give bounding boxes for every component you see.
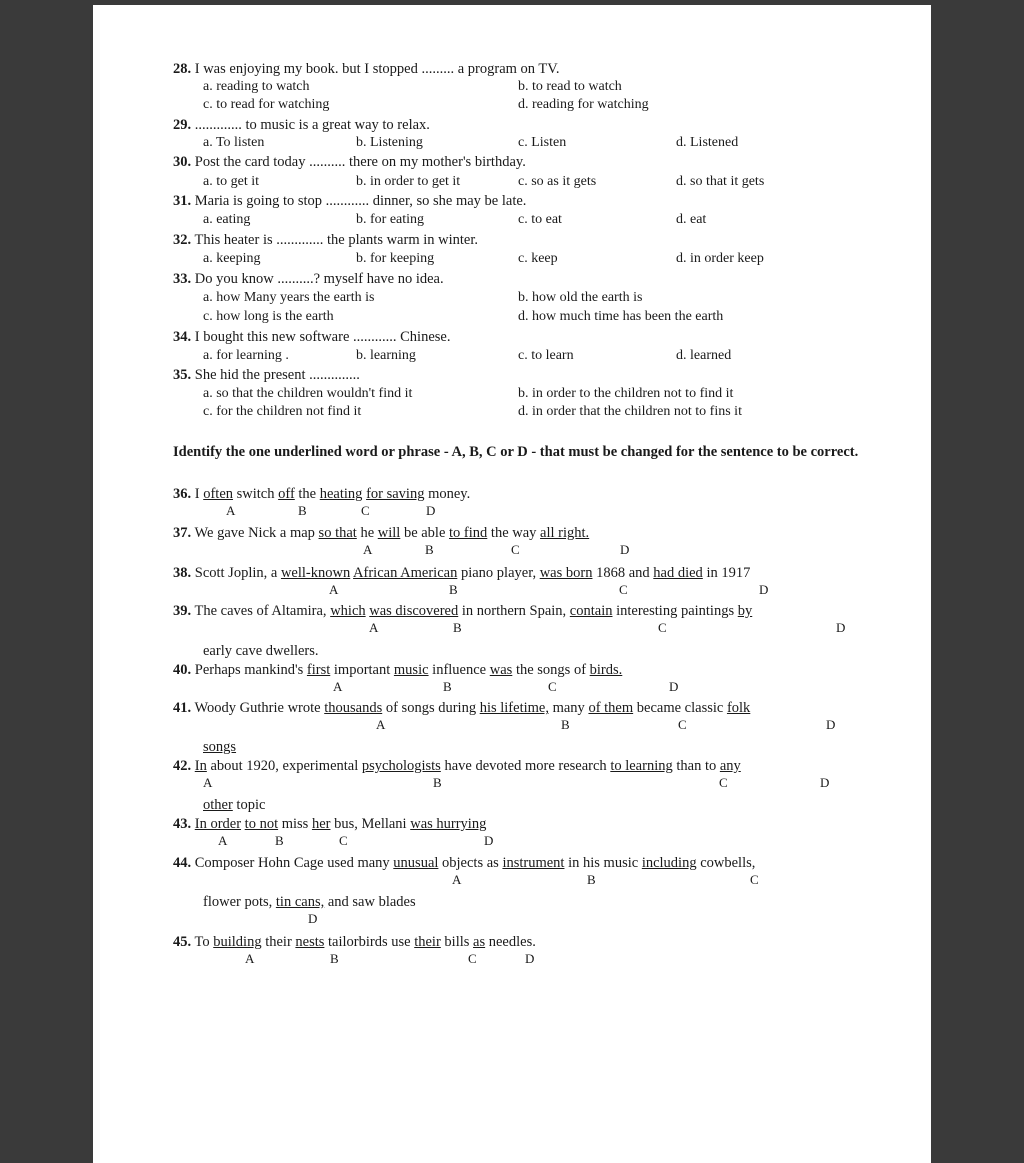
underlined-a[interactable]: In order	[194, 816, 242, 832]
underlined-b[interactable]: psychologists	[361, 758, 441, 774]
underlined-d[interactable]: any	[719, 758, 741, 774]
option[interactable]: b. Listening	[356, 135, 423, 150]
underlined-d[interactable]: tin cans,	[275, 894, 325, 910]
underlined-b[interactable]: music	[393, 662, 429, 678]
option[interactable]: d. learned	[676, 348, 732, 363]
option[interactable]: a. keeping	[203, 251, 261, 266]
option[interactable]: c. to read for watching	[203, 97, 330, 112]
underlined-d[interactable]: all right.	[540, 525, 590, 541]
underlined-c[interactable]: contain	[569, 603, 613, 619]
option[interactable]: b. in order to get it	[356, 174, 461, 189]
label-c: C	[678, 717, 687, 732]
underlined-b[interactable]: will	[377, 525, 401, 541]
label-b: B	[587, 872, 596, 887]
option[interactable]: b. how old the earth is	[518, 290, 643, 305]
option[interactable]: a. eating	[203, 212, 251, 227]
label-a: A	[376, 717, 386, 732]
underlined-d[interactable]: was hurrying	[410, 816, 487, 832]
label-b: B	[425, 542, 434, 557]
underlined-a[interactable]: well-known	[280, 565, 351, 581]
underlined-a[interactable]: first	[306, 662, 331, 678]
section-instruction: Identify the one underlined word or phrase - A, B, C or D - that must be changed for the sentence to be correct.	[173, 444, 859, 460]
option[interactable]: b. in order to the children not to find it	[518, 386, 734, 401]
question-38: 38. Scott Joplin, a well-known African American piano player, was born 1868 and had died in 1917	[173, 565, 751, 581]
option[interactable]: a. for learning .	[203, 348, 289, 363]
label-b: B	[443, 679, 452, 694]
option[interactable]: c. Listen	[518, 135, 567, 150]
label-a: A	[333, 679, 343, 694]
label-a: A	[369, 620, 379, 635]
option[interactable]: c. to learn	[518, 348, 574, 363]
question-32: 32. This heater is ............. the plants warm in winter.	[173, 232, 479, 248]
underlined-a[interactable]: building	[213, 934, 262, 950]
option[interactable]: c. for the children not find it	[203, 404, 362, 419]
worksheet-page	[93, 5, 931, 1163]
underlined-c[interactable]: to learning	[610, 758, 673, 774]
label-c: C	[468, 951, 477, 966]
underlined-b[interactable]: instrument	[502, 855, 565, 871]
label-d: D	[820, 775, 830, 790]
option[interactable]: a. so that the children wouldn't find it	[203, 386, 413, 401]
label-c: C	[658, 620, 667, 635]
label-a: A	[452, 872, 462, 887]
question-30: 30. Post the card today .......... there on my mother's birthday.	[173, 154, 526, 170]
underlined-c[interactable]: to find	[449, 525, 488, 541]
label-a: A	[226, 503, 236, 518]
underlined-c[interactable]: including	[641, 855, 697, 871]
question-41: 41. Woody Guthrie wrote thousands of songs during his lifetime, many of them became classic folk	[173, 700, 751, 716]
option[interactable]: a. To listen	[203, 135, 265, 150]
label-a: A	[329, 582, 339, 597]
label-b: B	[453, 620, 462, 635]
label-a: A	[363, 542, 373, 557]
option[interactable]: c. how long is the earth	[203, 309, 334, 324]
label-d: D	[308, 911, 318, 926]
label-a: A	[218, 833, 228, 848]
question-35: 35. She hid the present ..............	[173, 367, 360, 383]
label-b: B	[433, 775, 442, 790]
label-d: D	[836, 620, 846, 635]
label-c: C	[619, 582, 628, 597]
underlined-a[interactable]: often	[203, 486, 234, 502]
option[interactable]: d. in order that the children not to fins it	[518, 404, 742, 419]
option[interactable]: b. to read to watch	[518, 79, 622, 94]
underlined-d[interactable]: birds.	[589, 662, 623, 678]
question-44: 44. Composer Hohn Cage used many unusual objects as instrument in his music including cowbells,	[173, 855, 756, 871]
option[interactable]: c. to eat	[518, 212, 562, 227]
option[interactable]: b. for keeping	[356, 251, 435, 266]
option[interactable]: c. so as it gets	[518, 174, 597, 189]
underlined-d[interactable]: for saving	[366, 486, 425, 502]
underlined-d[interactable]: folk	[726, 700, 751, 716]
label-c: C	[339, 833, 348, 848]
underlined-c[interactable]: was born	[539, 565, 593, 581]
question-40: 40. Perhaps mankind's first important music influence was the songs of birds.	[173, 662, 623, 678]
option[interactable]: a. to get it	[203, 174, 259, 189]
question-41-continuation	[203, 738, 236, 756]
label-a: A	[203, 775, 213, 790]
underlined-b[interactable]: to not	[244, 816, 279, 832]
option[interactable]: b. learning	[356, 348, 416, 363]
label-b: B	[275, 833, 284, 848]
underlined-b[interactable]: African American	[353, 565, 458, 581]
label-c: C	[511, 542, 520, 557]
underlined-d[interactable]: as	[473, 934, 486, 950]
label-b: B	[330, 951, 339, 966]
underlined-c[interactable]: was	[489, 662, 513, 678]
label-d: D	[826, 717, 836, 732]
label-c: C	[719, 775, 728, 790]
question-28: 28. I was enjoying my book. but I stopped ......... a program on TV.	[173, 61, 560, 77]
underlined-a[interactable]: so that	[318, 525, 357, 541]
question-42: 42. In about 1920, experimental psychologists have devoted more research to learning than to any	[173, 758, 741, 774]
question-44-continuation: flower pots, tin cans, and saw blades	[203, 894, 416, 910]
option[interactable]: d. how much time has been the earth	[518, 309, 724, 324]
underlined-c[interactable]: heating	[319, 486, 363, 502]
question-33: 33. Do you know ..........? myself have no idea.	[173, 271, 444, 287]
label-d: D	[484, 833, 494, 848]
question-39-continuation: early cave dwellers.	[203, 643, 319, 659]
option[interactable]: d. so that it gets	[676, 174, 765, 189]
label-a: A	[245, 951, 255, 966]
option[interactable]: c. keep	[518, 251, 558, 266]
label-d: D	[525, 951, 535, 966]
underlined-d[interactable]: had died	[653, 565, 703, 581]
label-d: D	[426, 503, 436, 518]
underlined-a[interactable]: unusual	[393, 855, 439, 871]
underlined-b[interactable]: nests	[295, 934, 325, 950]
underlined-b[interactable]: off	[278, 486, 295, 502]
option[interactable]: d. Listened	[676, 135, 739, 150]
option[interactable]: a. how Many years the earth is	[203, 290, 375, 305]
option[interactable]: d. eat	[676, 212, 707, 227]
label-c: C	[361, 503, 370, 518]
underlined-c[interactable]: her	[311, 816, 331, 832]
underlined-a[interactable]: In	[194, 758, 207, 774]
option[interactable]: d. in order keep	[676, 251, 764, 266]
label-c: C	[750, 872, 759, 887]
underlined-d-continued[interactable]: other	[203, 797, 233, 813]
label-b: B	[449, 582, 458, 597]
question-36: 36. I often switch off the heating for saving money.	[173, 486, 471, 502]
label-b: B	[561, 717, 570, 732]
underlined-d[interactable]: by	[737, 603, 753, 619]
underlined-c[interactable]: their	[414, 934, 441, 950]
question-29: 29. ............. to music is a great way to relax.	[173, 117, 430, 133]
option[interactable]: b. for eating	[356, 212, 425, 227]
question-43: 43. In order to not miss her bus, Mellani was hurrying	[173, 816, 487, 832]
underlined-a[interactable]: thousands	[324, 700, 383, 716]
label-c: C	[548, 679, 557, 694]
underlined-a[interactable]: which	[330, 603, 366, 619]
label-d: D	[620, 542, 630, 557]
question-34: 34. I bought this new software ............ Chinese.	[173, 329, 451, 345]
option[interactable]: d. reading for watching	[518, 97, 649, 112]
label-d: D	[759, 582, 769, 597]
label-d: D	[669, 679, 679, 694]
question-37: 37. We gave Nick a map so that he will be able to find the way all right.	[173, 525, 590, 541]
underlined-c[interactable]: of them	[588, 700, 634, 716]
underlined-d-continued[interactable]: songs	[203, 739, 237, 755]
label-b: B	[298, 503, 307, 518]
question-45: 45. To building their nests tailorbirds use their bills as needles.	[173, 934, 536, 950]
question-31: 31. Maria is going to stop ............ dinner, so she may be late.	[173, 193, 527, 209]
underlined-b[interactable]: was discovered	[369, 603, 459, 619]
question-39: 39. The caves of Altamira, which was discovered in northern Spain, contain interesting paintings by	[173, 603, 753, 619]
underlined-b[interactable]: his lifetime,	[479, 700, 549, 716]
option[interactable]: a. reading to watch	[203, 79, 310, 94]
question-42-continuation: other topic	[203, 797, 266, 813]
